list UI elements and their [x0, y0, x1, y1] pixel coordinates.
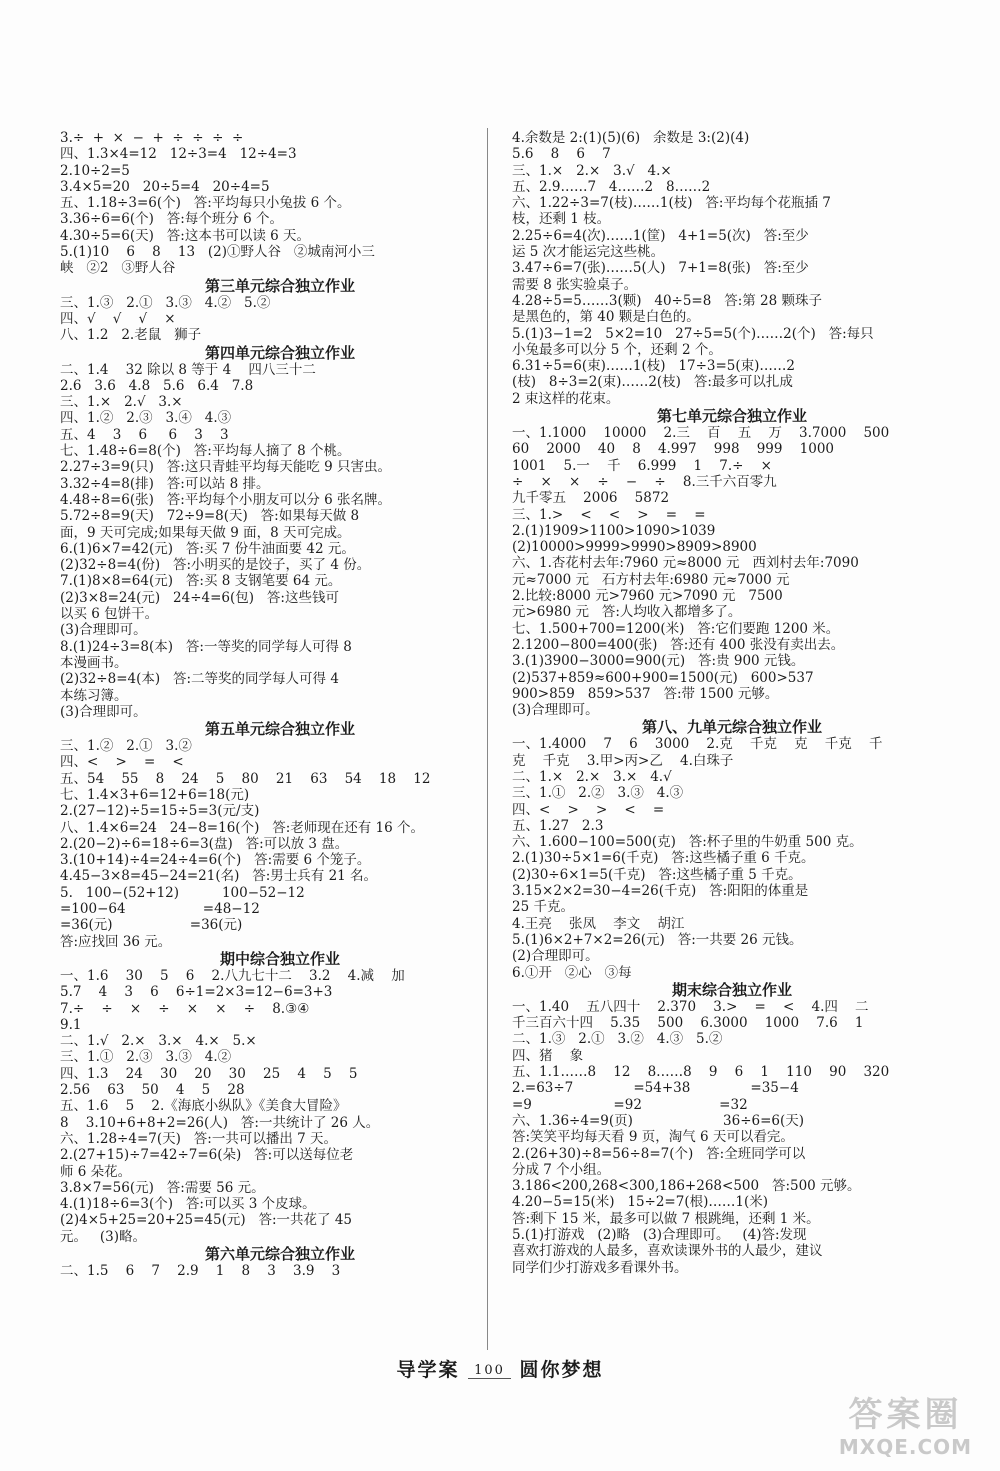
answer-line: 八、1.2 2.老鼠 狮子 [60, 327, 202, 344]
section-heading: 第六单元综合独立作业 [204, 1245, 355, 1263]
answer-line: 面，9 天可完成;如果每天做 9 面，8 天可完成。 [60, 524, 351, 541]
section-heading: 第八、九单元综合独立作业 [641, 718, 822, 737]
answer-line: 六、1.28÷4=7(天) 答:一共可以播出 7 天。 [60, 1130, 337, 1147]
answer-line: 五、1.18÷3=6(个) 答:平均每只小兔拔 6 个。 [60, 195, 351, 212]
section-heading: 第五单元综合独立作业 [204, 720, 355, 739]
answer-line: 3.8×7=56(元) 答:需要 56 元。 [60, 1179, 265, 1196]
answer-line: 4.30÷5=6(天) 答:这本书可以读 6 天。 [60, 227, 310, 244]
answer-line: 枝，还剩 1 枝。 [512, 211, 611, 228]
answer-line: 二、1.4 32 除以 8 等于 4 四八三十二 [60, 361, 316, 378]
answer-line: (3)合理即可。 [512, 702, 599, 719]
answer-line: 2.=63÷7 =54+38 =35−4 [512, 1080, 799, 1097]
answer-line: 3.32÷4=8(排) 答:可以站 8 排。 [60, 475, 270, 492]
answer-line: (3)合理即可。 [60, 622, 147, 639]
answer-line: 五、1.6 5 2.《海底小纵队》《美食大冒险》 [60, 1098, 347, 1115]
answer-line: 2.(27+15)÷7=42÷7=6(朵) 答:可以送每位老 [60, 1147, 354, 1164]
answer-line: (2)10000>9999>9990>8909>8900 [512, 539, 757, 556]
answer-line: =9 =92 =32 [512, 1096, 748, 1113]
answer-line: 峡 ②2 ③野人谷 [60, 260, 176, 277]
answer-line: 本漫画书。 [60, 654, 128, 671]
answer-line: 四、1.② 2.③ 3.④ 4.③ [60, 410, 232, 427]
answer-line: 4.45−3×8=45−24=21(名) 答:男士兵有 21 名。 [60, 868, 378, 885]
answer-line: (2)合理即可。 [512, 948, 599, 965]
answer-line: 一、1.6 30 5 6 2.八九七十二 3.2 4.减 加 [60, 967, 405, 984]
answer-line: 二、1.③ 2.① 3.② 4.③ 5.② [512, 1031, 723, 1048]
answer-line: 3.15×2×2=30−4=26(千克) 答:阳阳的体重是 [512, 883, 809, 900]
answer-line: (2)4×5+25=20+25=45(元) 答:一共花了 45 [60, 1212, 352, 1229]
answer-line: (2)30÷6×1=5(千克) 答:这些橘子重 5 千克。 [512, 866, 802, 883]
answer-line: 3.(1)3900−3000=900(元) 答:贵 900 元钱。 [512, 653, 805, 670]
answer-line: 五、1.1……8 12 8……8 9 6 1 110 90 320 [512, 1064, 890, 1081]
answer-line: (3)合理即可。 [60, 703, 147, 720]
answer-line: 克 千克 3.甲>丙>乙 4.白珠子 [512, 752, 734, 769]
answer-line: 4.(1)18÷6=3(个) 答:可以买 3 个皮球。 [60, 1196, 316, 1213]
answer-line: 3.(10+14)÷4=24÷4=6(个) 答:需要 6 个笼子。 [60, 852, 371, 869]
answer-line: 分成 7 个小组。 [512, 1161, 611, 1178]
answer-line: 5.(1)打游戏 (2)略 (3)合理即可。 (4)答:发现 [512, 1227, 807, 1243]
answer-line: 二、1.5 6 7 2.9 1 8 3 3.9 3 [60, 1263, 341, 1279]
page-footer [0, 1355, 1000, 1382]
answer-line: 五、54 55 8 24 5 80 21 63 54 18 12 [60, 770, 431, 787]
answer-line: 七、1.48÷6=8(个) 答:平均每人摘了 8 个桃。 [60, 443, 351, 460]
answer-line: 元≈7000 元 石方村去年:6980 元≈7000 元 [512, 571, 790, 588]
answer-line: 七、1.4×3+6=12+6=18(元) [60, 786, 250, 803]
answer-line: 四、1.3×4=12 12÷3=4 12÷4=3 [60, 146, 297, 163]
answer-line: 师 6 朵花。 [60, 1163, 132, 1180]
answer-line: 是黑色的，第 40 颗是白色的。 [512, 309, 700, 326]
answer-line: 二、1.× 2.× 3.× 4.√ [512, 768, 672, 785]
answer-line: 同学们少打游戏多看课外书。 [512, 1259, 688, 1276]
answer-line: 5.(1)10 6 8 13 (2)①野人谷 ②城南河小三 [60, 244, 375, 261]
answer-line: 4.48÷8=6(张) 答:平均每个小朋友可以分 6 张名牌。 [60, 491, 391, 508]
answer-line: =100−64 =48−12 [60, 901, 260, 918]
answer-line: 三、1.② 2.① 3.② [60, 738, 192, 755]
answer-line: 六、1.22÷3=7(枝)……1(枝) 答:平均每个花瓶插 7 [512, 195, 831, 212]
answer-line: 八、1.4×6=24 24−8=16(个) 答:老师现在还有 16 个。 [60, 819, 425, 836]
answer-line: 答:笑笑平均每天看 9 页，淘气 6 天可以看完。 [512, 1129, 794, 1146]
answer-line: (枝) 8÷3=2(束)……2(枝) 答:最多可以扎成 [512, 374, 793, 391]
right-column [512, 130, 952, 1276]
answer-line: 三、1.× 2.× 3.√ 4.× [512, 162, 672, 179]
answer-line: 5.(1)6×2+7×2=26(元) 答:一共要 26 元钱。 [512, 931, 803, 948]
answer-line: 三、1.× 2.√ 3.× [60, 394, 183, 411]
section-heading: 第三单元综合独立作业 [204, 276, 355, 295]
answer-line: (2)3×8=24(元) 24÷4=6(包) 答:这些钱可 [60, 589, 339, 606]
answer-line: 一、1.4000 7 6 3000 2.克 千克 克 千克 千 [512, 736, 883, 753]
answer-line: 6.31÷5=6(束)……1(枝) 17÷3=5(束)……2 [512, 358, 795, 375]
answer-line: 5.72÷8=9(天) 72÷9=8(天) 答:如果每天做 8 [60, 508, 360, 525]
answer-line: 6.(1)6×7=42(元) 答:买 7 份牛油面要 42 元。 [60, 540, 355, 557]
answer-line: 8.(1)24÷3=8(本) 答:一等奖的同学每人可得 8 [60, 638, 352, 655]
footer-right-title: 圆你梦想 [519, 1359, 604, 1381]
answer-line: 五、1.27 2.3 [512, 817, 604, 834]
answer-line: 四、√ √ √ × [60, 310, 176, 327]
answer-line: 2.比较:8000 元>7960 元>7090 元 7500 [512, 588, 783, 605]
answer-line: 60 2000 40 8 4.997 998 999 1000 [512, 441, 834, 458]
answer-line: 九千零五 2006 5872 [512, 490, 670, 507]
answer-line: 一、1.1000 10000 2.三 百 五 万 3.7000 500 [512, 425, 890, 442]
answer-line: (2)32÷8=4(份) 答:小明买的是饺子，买了 4 份。 [60, 557, 371, 574]
watermark-url: MXQE.COM [838, 1435, 973, 1459]
answer-line: 2.6 3.6 4.8 5.6 6.4 7.8 [60, 377, 254, 394]
answer-line: 5.7 4 3 6 6÷1=2×3=12−6=3+3 [60, 984, 333, 1001]
answer-line: 4.王亮 张凤 李文 胡江 [512, 915, 685, 932]
answer-line: 五、4 3 6 6 3 3 [60, 426, 229, 443]
answer-line: 2 束这样的花束。 [512, 390, 620, 407]
answer-line: 七、1.500+700=1200(米) 答:它们要跑 1200 米。 [512, 620, 840, 637]
answer-line: 5.6 8 6 7 [512, 146, 611, 163]
answer-line: 以买 6 包饼干。 [60, 606, 159, 623]
page-number: 100 [468, 1363, 511, 1379]
answer-line: 四、< > > < = [512, 801, 665, 818]
answer-line: 四、猪 象 [512, 1047, 584, 1064]
answer-line: 3.186<200,268<300,186+268<500 答:500 元够。 [512, 1178, 861, 1195]
column-divider [487, 128, 488, 1350]
section-heading: 第四单元综合独立作业 [204, 343, 355, 362]
section-heading: 期末综合独立作业 [671, 980, 792, 999]
answer-line: 需要 8 张实验桌子。 [512, 276, 638, 293]
answer-line: 3.36÷6=6(个) 答:每个班分 6 个。 [60, 211, 283, 228]
answer-line: 7.(1)8×8=64(元) 答:买 8 支钢笔要 64 元。 [60, 573, 342, 590]
answer-line: 2.(27−12)÷5=15÷5=3(元/支) [60, 803, 260, 820]
answer-line: 900>859 859>537 答:带 1500 元够。 [512, 685, 779, 702]
answer-line: 2.56 63 50 4 5 28 [60, 1082, 245, 1099]
answer-line: 三、1.① 2.③ 3.③ 4.② [60, 1049, 232, 1066]
footer-left-title: 导学案 [396, 1359, 460, 1381]
answer-line: 五、2.9……7 4……2 8……2 [512, 178, 711, 195]
answer-line: =36(元) =36(元) [60, 917, 243, 934]
answer-line: 一、1.40 五八四十 2.370 3.> = < 4.四 二 [512, 998, 869, 1015]
answer-line: 六、1.36÷4=9(页) 36÷6=6(天) [512, 1112, 805, 1129]
answer-line: 5. 100−(52+12) 100−52−12 [60, 884, 305, 901]
answer-line: 8 3.10+6+8+2=26(人) 答:一共统计了 26 人。 [60, 1114, 380, 1131]
answer-line: 四、1.3 24 30 20 30 25 4 5 5 [60, 1065, 358, 1082]
section-heading: 第七单元综合独立作业 [656, 407, 807, 426]
answer-line: 4.28÷5=5……3(颗) 40÷5=8 答:第 28 颗珠子 [512, 292, 823, 309]
answer-line: 千三百六十四 5.35 500 6.3000 1000 7.6 1 [512, 1015, 864, 1032]
answer-line: 四、< > = < [60, 754, 184, 771]
answer-line: 2.(26+30)÷8=56÷8=7(个) 答:全班同学可以 [512, 1145, 806, 1162]
answer-line: 三、1.① 2.② 3.③ 4.③ [512, 785, 684, 802]
answer-line: 六、1.600−100=500(克) 答:杯子里的牛奶重 500 克。 [512, 834, 863, 851]
answer-line: 5.(1)3−1=2 5×2=10 27÷5=5(个)……2(个) 答:每只 [512, 325, 874, 342]
answer-line: 答:应找回 36 元。 [60, 933, 172, 950]
answer-line: 6.①开 ②心 ③每 [512, 964, 632, 981]
answer-line: 2.27÷3=9(只) 答:这只青蛙平均每天能吃 9 只害虫。 [60, 459, 391, 476]
answer-line: 3.÷ + × − + ÷ ÷ ÷ ÷ [60, 130, 244, 146]
answer-line: 2.(1)1909>1100>1090>1039 [512, 522, 716, 539]
answer-line: 4.20−5=15(米) 15÷2=7(根)……1(米) [512, 1194, 768, 1211]
answer-line: 答:剩下 15 米，最多可以做 7 根跳绳，还剩 1 米。 [512, 1210, 820, 1227]
answer-line: 三、1.③ 2.① 3.③ 4.② 5.② [60, 294, 271, 311]
answer-line: 25 千克。 [512, 899, 574, 916]
answer-line: 9.1 [60, 1016, 82, 1033]
answer-line: 2.(1)30÷5×1=6(千克) 答:这些橘子重 6 千克。 [512, 850, 815, 867]
answer-line: 元。 (3)略。 [60, 1228, 146, 1245]
answer-line: 4.余数是 2:(1)(5)(6) 余数是 3:(2)(4) [512, 130, 750, 146]
answer-line: 小兔最多可以分 5 个，还剩 2 个。 [512, 341, 722, 358]
answer-line: 3.47÷6=7(张)……5(人) 7+1=8(张) 答:至少 [512, 260, 809, 277]
answer-line: 运 5 次才能运完这些桃。 [512, 244, 665, 261]
answer-line: (2)537+859≈600+900=1500(元) 600>537 [512, 669, 814, 686]
answer-line: 3.4×5=20 20÷5=4 20÷4=5 [60, 178, 270, 195]
watermark-logo [823, 1395, 988, 1459]
answer-line: 2.(20−2)÷6=18÷6=3(盘) 答:可以放 3 盘。 [60, 835, 349, 852]
answer-line: 2.10÷2=5 [60, 162, 130, 179]
answer-line: 元>6980 元 答:人均收入都增多了。 [512, 604, 742, 621]
left-column [60, 130, 500, 1279]
section-heading: 期中综合独立作业 [219, 949, 340, 968]
answer-line: 本练习簿。 [60, 687, 128, 704]
answer-line: 1001 5.一 千 6.999 1 7.÷ × [512, 457, 772, 474]
answer-line: ÷ × × ÷ − ÷ 8.三千六百零九 [512, 473, 777, 490]
answer-line: 2.25÷6=4(次)……1(筐) 4+1=5(次) 答:至少 [512, 227, 809, 244]
answer-line: 三、1.> < < > = = [512, 506, 706, 523]
answer-line: 六、1.杏花村去年:7960 元≈8000 元 西刘村去年:7090 [512, 555, 859, 572]
answer-line: 2.1200−800=400(张) 答:还有 400 张没有卖出去。 [512, 636, 845, 653]
answer-line: 喜欢打游戏的人最多，喜欢读课外书的人最少，建议 [512, 1243, 823, 1260]
answer-line: 7.÷ ÷ × ÷ × × ÷ 8.③④ [60, 1000, 310, 1017]
watermark-text: 答案圈 [848, 1395, 963, 1435]
answer-line: 二、1.√ 2.× 3.× 4.× 5.× [60, 1033, 257, 1050]
answer-line: (2)32÷8=4(本) 答:二等奖的同学每人可得 4 [60, 671, 339, 688]
